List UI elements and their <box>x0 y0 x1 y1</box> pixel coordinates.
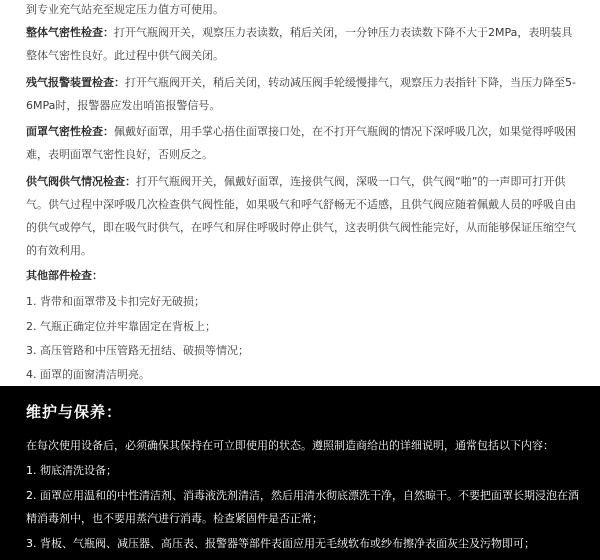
maintenance-item: 1. 彻底清洗设备； <box>26 464 117 477</box>
overall-airtightness-paragraph <box>26 21 582 67</box>
mask-airtightness-heading: 面罩气密性检查： <box>26 125 114 138</box>
other-parts-item: 3. 高压管路和中压管路无扭结、破损等情况； <box>26 344 249 357</box>
maintenance-section <box>0 386 600 560</box>
overall-airtightness-heading: 整体气密性检查： <box>26 26 114 39</box>
other-parts-item: 4. 面罩的面窗清洁明亮。 <box>26 368 150 381</box>
maintenance-item: 2. 面罩应用温和的中性清洁剂、消毒液洗剂清洁，然后用清水彻底漂洗干净，自然晾干。不要把面罩长期浸泡在酒精消毒剂中，也不要用蒸汽进行消毒。检查紧固件是否正常； <box>26 489 579 525</box>
residual-alarm-heading: 残气报警装置检查： <box>26 76 125 89</box>
supply-valve-heading: 供气阀供气情况检查： <box>26 175 136 188</box>
maintenance-intro: 在每次使用设备后，必须确保其保持在可立即使用的状态。遵照制造商给出的详细说明，通常包括以下内容： <box>26 439 554 452</box>
supply-valve-paragraph <box>26 170 582 262</box>
top-fragment: 到专业充气站充至规定压力值方可使用。 <box>26 3 224 16</box>
other-parts-item: 1. 背带和面罩带及卡扣完好无破损； <box>26 295 205 308</box>
residual-alarm-paragraph <box>26 71 582 117</box>
residual-alarm-text: 打开气瓶阀开关，稍后关闭，转动减压阀手轮缓慢排气，观察压力表指针下降，当压力降至5-6MPa时，报警器应发出哨笛报警信号。 <box>26 76 576 112</box>
mask-airtightness-paragraph <box>26 120 582 166</box>
maintenance-title: 维护与保养： <box>26 403 123 421</box>
mask-airtightness-text: 佩戴好面罩，用手掌心捂住面罩接口处，在不打开气瓶阀的情况下深呼吸几次，如果觉得呼吸困难，表明面罩气密性良好，否则反之。 <box>26 125 576 161</box>
overall-airtightness-text: 打开气瓶阀开关，观察压力表读数，稍后关闭，一分钟压力表读数下降不大于2MPa，表明装具整体气密性良好。此过程中供气阀关闭。 <box>26 26 573 62</box>
other-parts-item: 2. 气瓶正确定位并牢靠固定在背板上； <box>26 320 216 333</box>
other-parts-title: 其他部件检查： <box>26 269 103 282</box>
maintenance-item: 3. 背板、气瓶阀、减压器、高压表、报警器等部件表面应用无毛绒软布或纱布擦净表面灰尘及污物即可； <box>26 537 535 550</box>
supply-valve-text: 打开气瓶阀开关，佩戴好面罩，连接供气阀，深吸一口气，供气阀“啪”的一声即可打开供气。供气过程中深呼吸几次检查供气阀性能，如果吸气和呼气舒畅无不适感，且供气阀应随着佩戴人员的呼吸自由的供气或停气，即在吸气时供气，在呼气和屏住呼吸时停止供气，这表明供气阀性能完好，从而能够保证压缩空气的有效利用。 <box>26 175 576 257</box>
